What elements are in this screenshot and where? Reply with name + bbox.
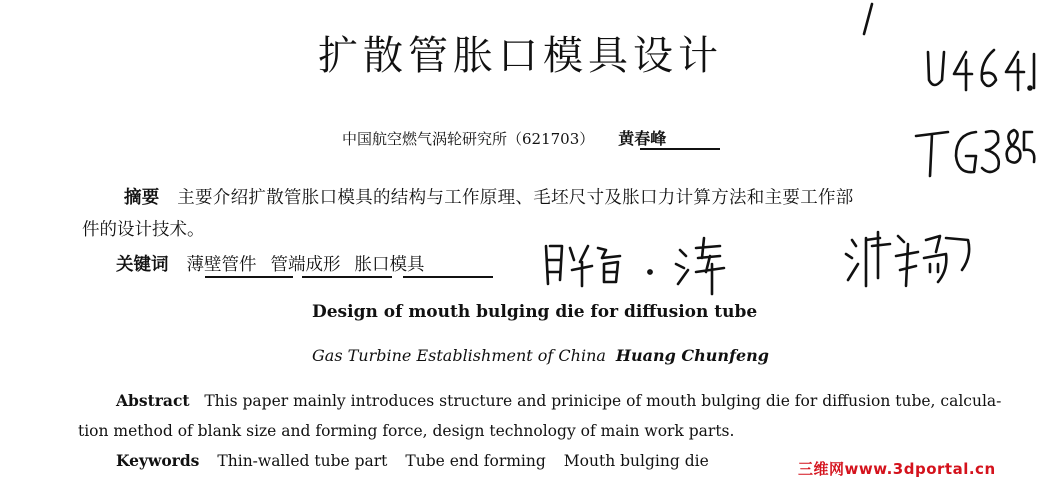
watermark: 三维网www.3dportal.cn bbox=[798, 460, 996, 478]
english-abstract-label: Abstract bbox=[116, 391, 190, 410]
paper-title: 扩散管胀口模具设计 bbox=[318, 33, 723, 79]
english-affiliation: Gas Turbine Establishment of China bbox=[312, 346, 606, 365]
english-keywords-label: Keywords bbox=[116, 451, 200, 470]
handwritten-keyword-2 bbox=[676, 238, 724, 294]
author-name: 黄春峰 bbox=[618, 129, 667, 148]
abstract-text-2: 件的设计技术。 bbox=[82, 220, 205, 240]
english-abstract-text-2: tion method of blank size and forming force, design technology of main work parts. bbox=[78, 422, 735, 440]
english-abstract-text-1: This paper mainly introduces structure and prinicipe of mouth bulging die for diffusion tube, calcula- bbox=[204, 392, 1002, 410]
english-keyword-3: Mouth bulging die bbox=[563, 452, 709, 470]
keywords-label: 关键词 bbox=[116, 255, 169, 275]
english-keyword-1: Thin-walled tube part bbox=[217, 452, 388, 470]
handwritten-classification-2 bbox=[916, 130, 1034, 176]
keyword-1: 薄壁管件 bbox=[186, 255, 257, 275]
keyword-3: 胀口模具 bbox=[354, 255, 425, 275]
handwritten-keyword-1 bbox=[546, 246, 652, 286]
keyword-2: 管端成形 bbox=[270, 255, 341, 275]
affiliation: 中国航空燃气涡轮研究所（621703） bbox=[342, 130, 595, 148]
english-keyword-2: Tube end forming bbox=[405, 452, 546, 470]
handwritten-keyword-3 bbox=[846, 232, 969, 286]
english-author: Huang Chunfeng bbox=[615, 346, 769, 365]
abstract-label: 摘要 bbox=[124, 188, 160, 208]
english-title: Design of mouth bulging die for diffusion tube bbox=[312, 302, 758, 322]
handwritten-classification-1 bbox=[928, 50, 1034, 90]
handwritten-slash bbox=[864, 4, 872, 34]
abstract-text-1: 主要介绍扩散管胀口模具的结构与工作原理、毛坯尺寸及胀口力计算方法和主要工作部 bbox=[177, 188, 854, 208]
